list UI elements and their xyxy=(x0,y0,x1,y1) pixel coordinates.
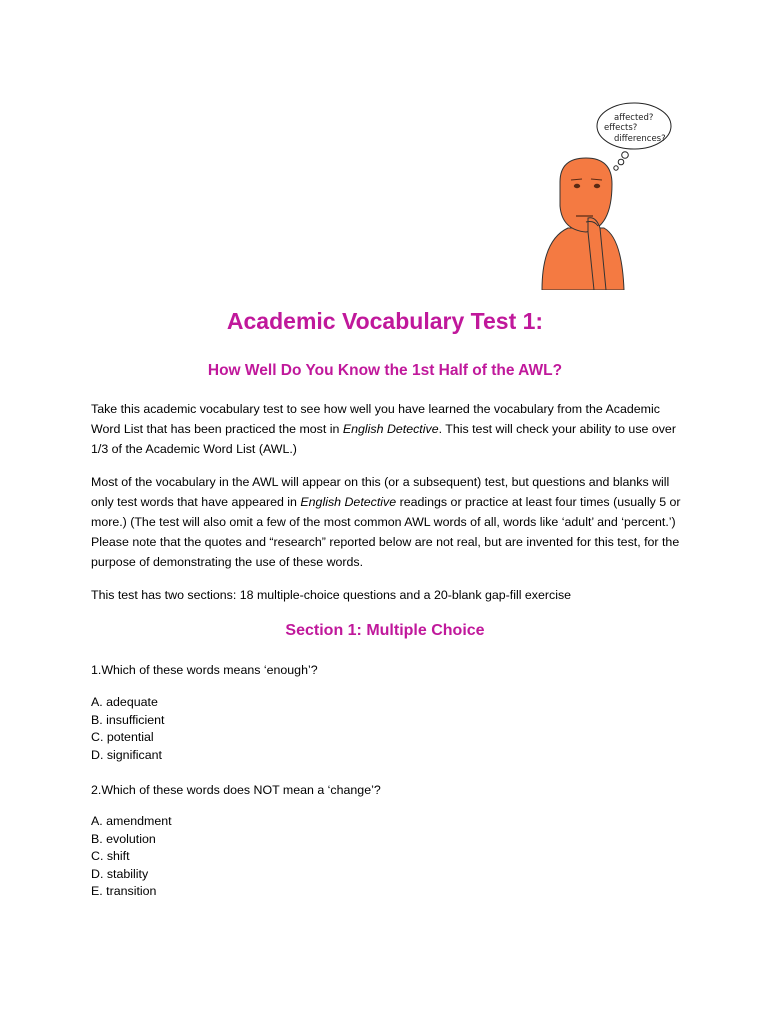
question-2-option: B. evolution xyxy=(91,831,156,846)
question-1-option: C. potential xyxy=(91,730,154,745)
question-1: 1.Which of these words means ‘enough’? xyxy=(91,663,318,677)
question-1-option: B. insufficient xyxy=(91,712,165,727)
question-2-option: D. stability xyxy=(91,866,149,881)
intro-paragraph-2: Most of the vocabulary in the AWL will appear on this (or a subsequent) test, but questions and blanks will only test words that have appeared in English Detective readings or practice at least four times (usually 5 or more.) (The test will also omit a few of the most common AWL words of all, words like ‘adult’ and ‘percent.’) Please note that the quotes and “research” reported below are not real, but are invented for this test, for the purpose of demonstrating the use of these words. xyxy=(91,475,681,569)
question-1-options xyxy=(91,694,164,764)
question-2-options xyxy=(91,813,172,901)
question-2-option: E. transition xyxy=(91,884,157,899)
question-2: 2.Which of these words does NOT mean a ‘change’? xyxy=(91,783,381,797)
thinking-person-icon xyxy=(538,100,674,290)
question-2-option: C. shift xyxy=(91,849,130,864)
question-2-option: A. amendment xyxy=(91,814,172,828)
question-1-option: D. significant xyxy=(91,747,162,762)
page-title: Academic Vocabulary Test 1: xyxy=(226,308,544,334)
thought-line-1: affected? xyxy=(614,113,654,123)
thought-line-2: effects? xyxy=(604,123,638,133)
page-subtitle: How Well Do You Know the 1st Half of the AWL? xyxy=(207,362,563,379)
thought-line-3: differences? xyxy=(614,134,666,144)
section-1-heading: Section 1: Multiple Choice xyxy=(285,622,485,639)
intro-paragraph-1: Take this academic vocabulary test to see how well you have learned the vocabulary from the Academic Word List that has been practiced the most in English Detective. This test will check your ability to use over 1/3 of the Academic Word List (AWL.) xyxy=(91,402,676,456)
intro-paragraph-3: This test has two sections: 18 multiple-choice questions and a 20-blank gap-fill exercise xyxy=(91,588,572,602)
question-1-option: A. adequate xyxy=(91,695,158,709)
